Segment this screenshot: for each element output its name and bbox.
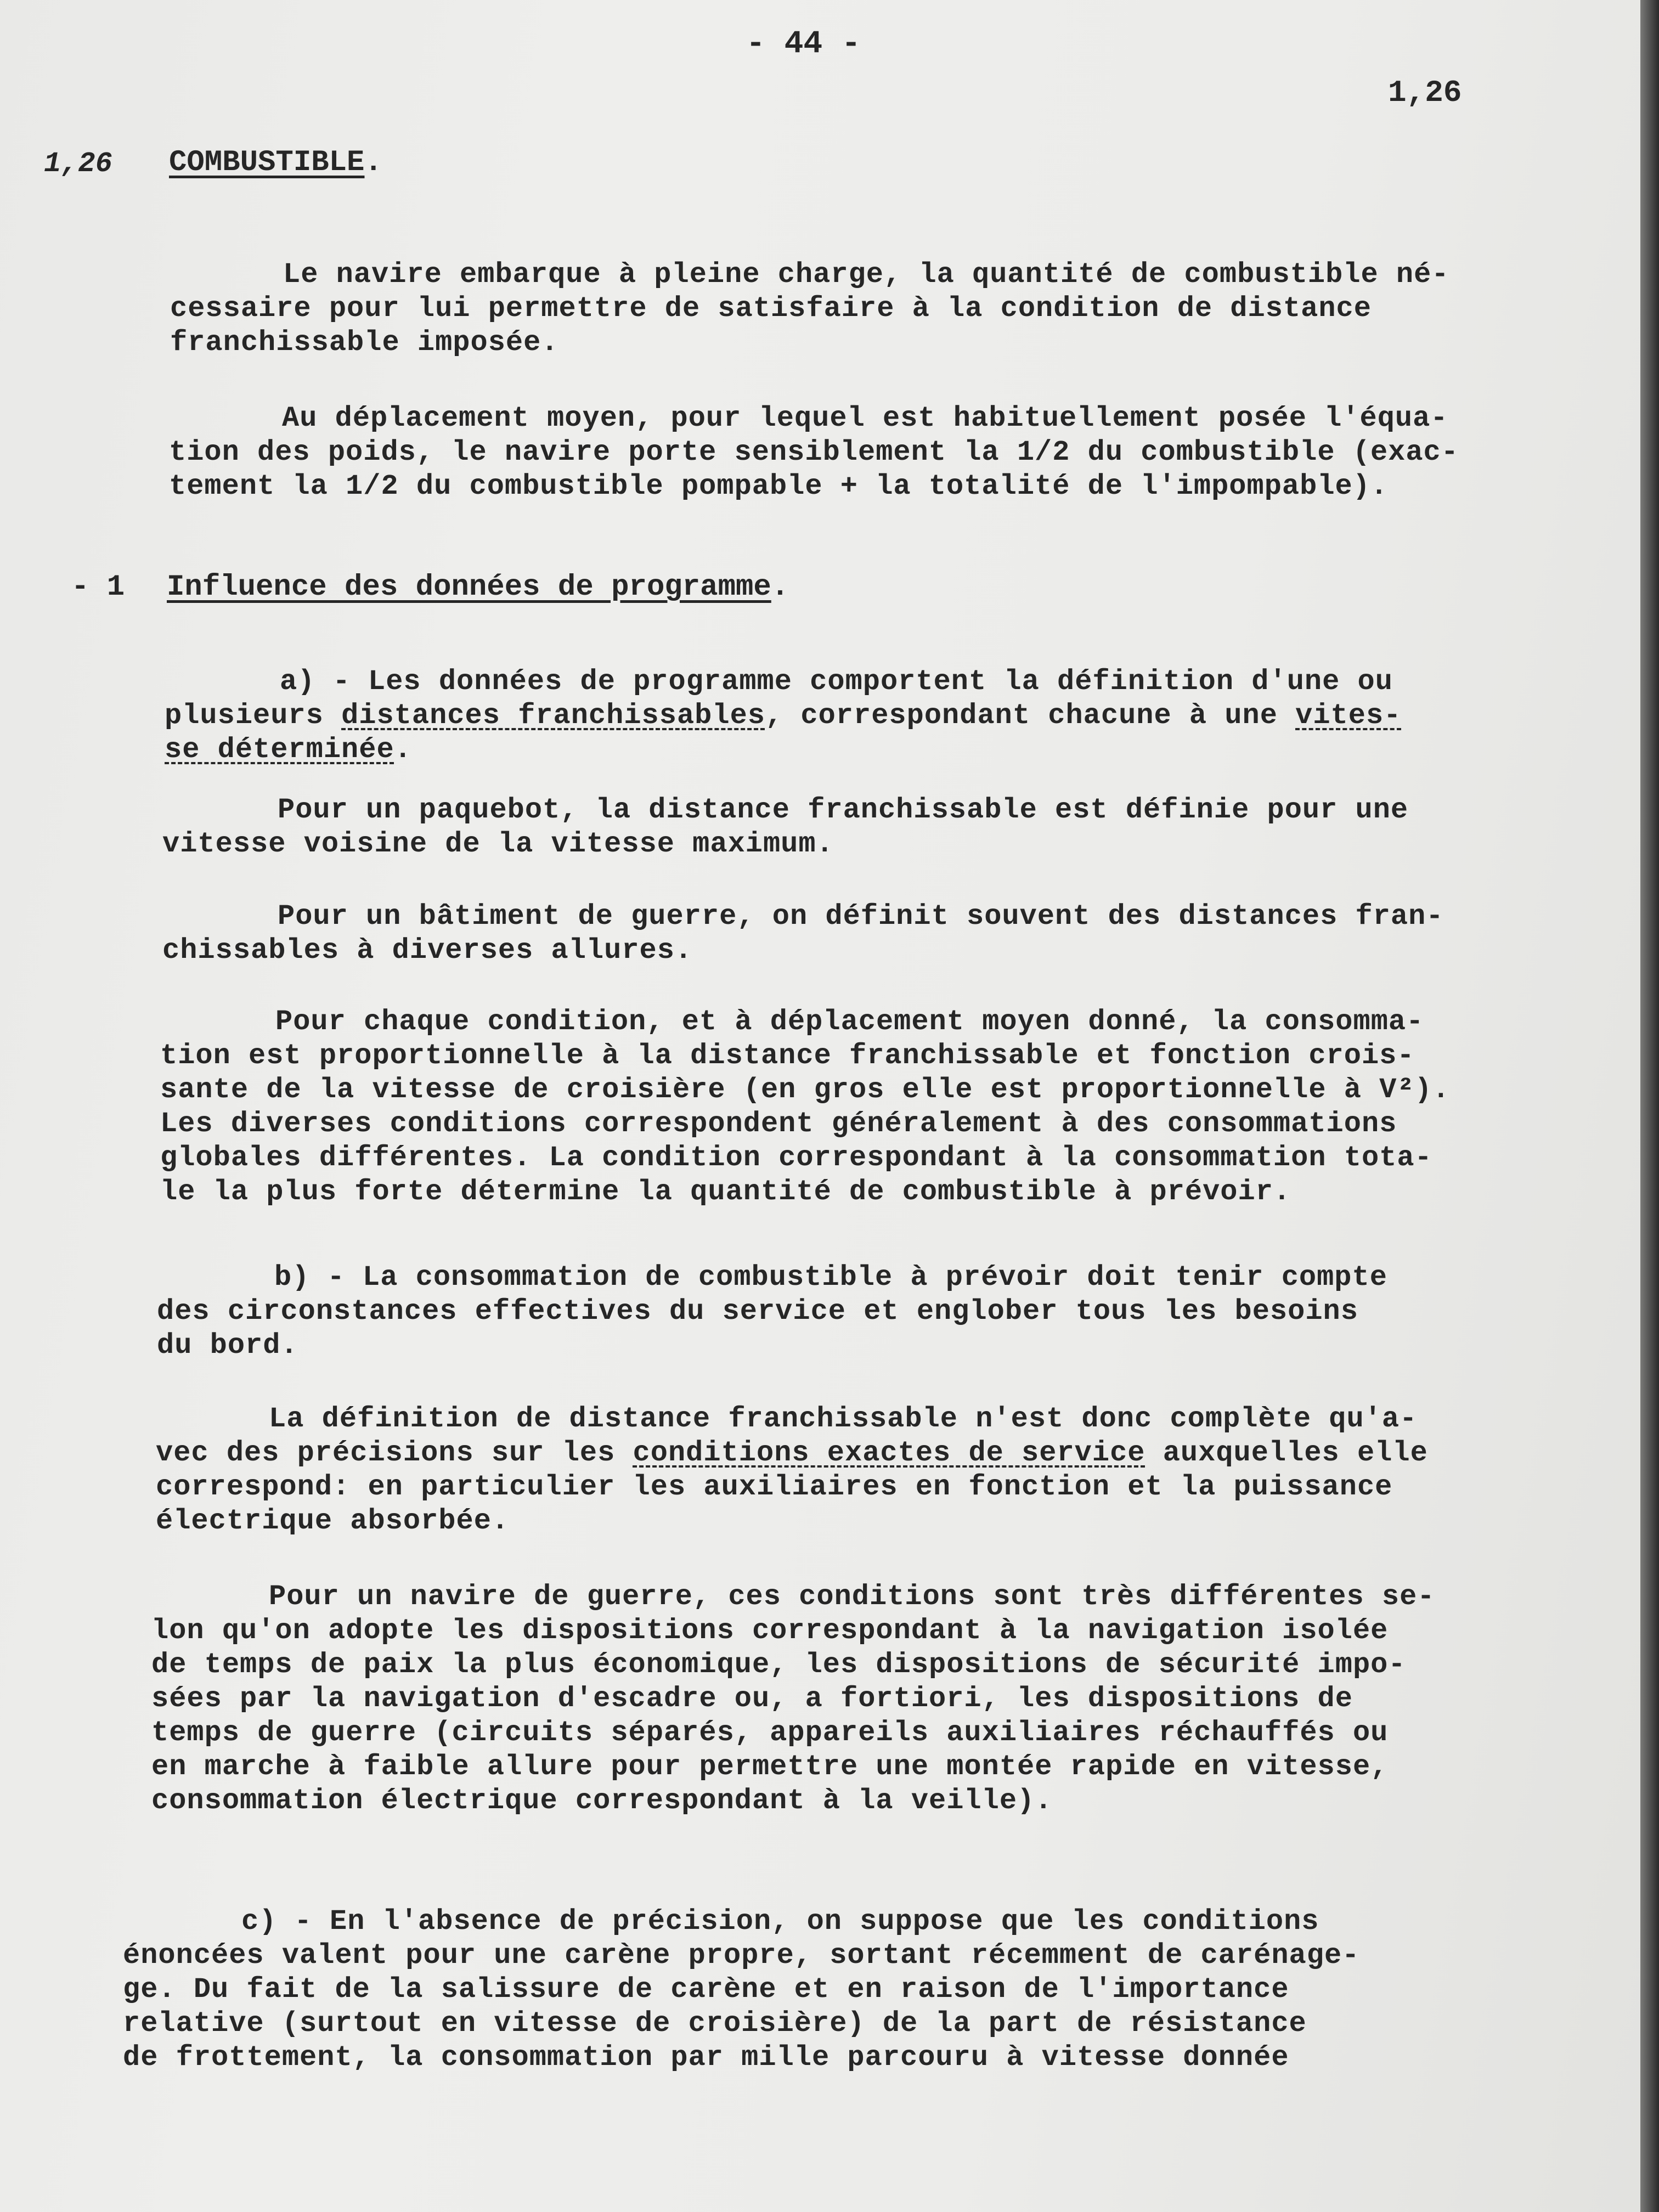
section-title-punct: .: [364, 146, 382, 179]
text-fragment: , correspondant chacune à une: [765, 699, 1296, 732]
text-line: de frottement, la consommation par mille parcouru à vitesse donnée: [123, 2041, 1289, 2074]
paragraph-navire-guerre: [151, 1580, 1435, 1818]
text-fragment: plusieurs: [165, 699, 342, 732]
text-line: Pour un navire de guerre, ces conditions sont très différentes se-: [269, 1581, 1435, 1613]
text-line: sées par la navigation d'escadre ou, a fortiori, les dispositions de: [151, 1683, 1353, 1715]
text-line: de temps de paix la plus économique, les dispositions de sécurité impo-: [151, 1649, 1406, 1681]
text-line: correspond: en particulier les auxiliaires en fonction et la puissance: [156, 1471, 1393, 1503]
text-line: Pour chaque condition, et à déplacement moyen donné, la consomma-: [275, 1006, 1424, 1038]
text-fragment: .: [394, 733, 412, 766]
text-line: Au déplacement moyen, pour lequel est habituellement posée l'équa-: [282, 402, 1448, 435]
text-line: tement la 1/2 du combustible pompable + la totalité de l'impompable).: [169, 470, 1389, 503]
text-line: des circonstances effectives du service et englober tous les besoins: [157, 1295, 1358, 1328]
text-line: électrique absorbée.: [156, 1505, 510, 1537]
intro-paragraph-2: [169, 402, 1459, 504]
text-line: sante de la vitesse de croisière (en gros elle est proportionnelle à V²).: [160, 1074, 1450, 1106]
text-line: [165, 699, 1401, 733]
text-line: Le navire embarque à pleine charge, la quantité de combustible né-: [283, 258, 1449, 291]
subsection-title-text: Influence des données de programme: [167, 571, 771, 604]
paragraph-definition: [156, 1402, 1428, 1538]
section-title-text: COMBUSTIBLE: [169, 146, 365, 179]
text-line: globales différentes. La condition correspondant à la consommation tota-: [160, 1142, 1432, 1174]
page-edge-shadow: [1640, 0, 1659, 2212]
text-line: le la plus forte détermine la quantité de combustible à prévoir.: [160, 1176, 1291, 1208]
text-line: temps de guerre (circuits séparés, appareils auxiliaires réchauffés ou: [151, 1717, 1389, 1749]
underlined-term: se déterminée: [165, 733, 394, 766]
paragraph-paquebot: [162, 793, 1408, 861]
subsection-title: [167, 571, 789, 605]
paragraph-batiment-guerre: [162, 900, 1444, 968]
text-line: tion des poids, le navire porte sensiblement la 1/2 du combustible (exac-: [169, 436, 1459, 469]
text-line: du bord.: [157, 1329, 298, 1362]
text-fragment: vec des précisions sur les: [156, 1437, 633, 1469]
text-line: b) - La consommation de combustible à prévoir doit tenir compte: [274, 1261, 1387, 1294]
text-line: ge. Du fait de la salissure de carène et en raison de l'importance: [123, 1973, 1289, 2006]
section-title: [169, 146, 382, 180]
text-line: franchissable imposée.: [170, 326, 559, 359]
text-line: Pour un bâtiment de guerre, on définit souvent des distances fran-: [278, 900, 1444, 933]
paragraph-condition: [160, 1005, 1450, 1209]
text-line: lon qu'on adopte les dispositions correspondant à la navigation isolée: [151, 1615, 1389, 1647]
text-line: c) - En l'absence de précision, on suppose que les conditions: [241, 1905, 1319, 1938]
underlined-term: vites-: [1295, 699, 1402, 732]
subsection-title-punct: .: [771, 571, 789, 604]
paragraph-c: [123, 1905, 1359, 2075]
text-line: [156, 1436, 1428, 1470]
section-code-left: 1,26: [44, 148, 112, 180]
text-fragment: auxquelles elle: [1145, 1437, 1428, 1469]
section-code-top: 1,26: [1388, 75, 1462, 110]
underlined-term: distances franchissables: [341, 699, 765, 732]
text-line: en marche à faible allure pour permettre une montée rapide en vitesse,: [151, 1751, 1389, 1783]
text-line: énoncées valent pour une carène propre, sortant récemment de carénage-: [123, 1939, 1360, 1972]
text-line: La définition de distance franchissable n'est donc complète qu'a-: [269, 1403, 1418, 1435]
intro-paragraph-1: [170, 258, 1449, 360]
paragraph-b: [157, 1261, 1387, 1363]
paragraph-a: [165, 665, 1401, 767]
page-number: - 44 -: [746, 26, 861, 62]
text-line: consommation électrique correspondant à la veille).: [151, 1785, 1053, 1817]
text-line: cessaire pour lui permettre de satisfaire à la condition de distance: [170, 292, 1372, 325]
text-line: chissables à diverses allures.: [162, 934, 693, 967]
text-line: vitesse voisine de la vitesse maximum.: [162, 828, 834, 860]
underlined-term: conditions exactes de service: [633, 1437, 1146, 1469]
text-line: [165, 733, 1401, 767]
text-line: a) - Les données de programme comportent la définition d'une ou: [280, 665, 1393, 698]
text-line: relative (surtout en vitesse de croisière) de la part de résistance: [123, 2007, 1307, 2040]
text-line: Pour un paquebot, la distance franchissable est définie pour une: [278, 794, 1409, 826]
subsection-marker: - 1: [71, 571, 125, 604]
text-line: tion est proportionnelle à la distance franchissable et fonction crois-: [160, 1040, 1415, 1072]
text-line: Les diverses conditions correspondent généralement à des consommations: [160, 1108, 1397, 1140]
